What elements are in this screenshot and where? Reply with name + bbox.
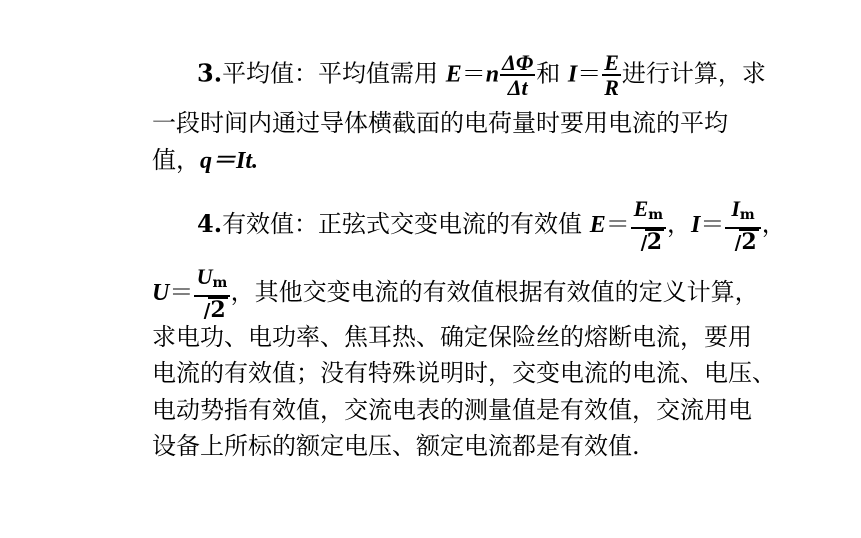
equals-sign-2: ＝ [577,59,602,88]
sqrt-symbol [633,229,664,254]
comma: ， [667,210,692,238]
fraction-denominator-sqrt2-c [194,297,229,322]
fraction-Um-sqrt2 [194,265,229,322]
p3-text-b: 进行计算，求 [621,59,766,88]
sqrt-2: 2 [646,229,663,255]
fraction-numerator-E: E [604,50,619,75]
equals-sign-5: ＝ [169,278,194,306]
sqrt-2-b: 2 [741,229,757,255]
fraction-denominator-R: R [604,75,619,100]
sqrt-symbol-3 [196,297,227,322]
subscript-m-3: m [212,275,228,291]
formula-q-It: q＝It. [200,148,259,174]
p4-line-2 [152,264,759,323]
formula-I: I [567,61,578,88]
p4-number: 4. [197,209,223,238]
Um-symbol: U [196,264,213,289]
p4-text-b: ，其他交变电流的有效值根据有效值的定义计算， [230,278,759,306]
subscript-m: m [648,207,664,223]
fraction-Em-sqrt2 [631,197,666,254]
equals-sign: ＝ [461,59,486,88]
p3-text-value: 值， [152,146,200,174]
p3-number: 3. [197,58,223,88]
and-text: 和 [536,59,561,88]
p4-text-a: 有效值：正弦式交变电流的有效值 [222,210,583,238]
p3-line-3 [152,143,258,177]
Im-symbol: I [731,196,740,221]
sqrt-2-c: 2 [210,297,226,323]
Em-symbol: E [633,196,649,221]
subscript-m-2: m [739,207,755,223]
formula-U-eff: U [152,280,170,306]
formula-E: E [445,61,462,88]
fraction-Im-sqrt2 [725,197,760,254]
formula-E-eff: E [589,212,606,238]
fraction-numerator-Um [194,265,229,297]
p3-text-a: 平均值：平均值需用 [222,59,439,88]
p4-line-6: 设备上所标的额定电压、额定电流都是有效值. [152,432,640,460]
fraction-numerator-Em [631,197,666,229]
p4-line-1 [197,196,786,255]
fraction-denominator: Δt [507,75,528,100]
formula-I-eff: I [691,212,701,238]
fraction-numerator-Im [725,197,760,229]
p4-line-4: 电流的有效值；没有特殊说明时，交变电流的电流、电压、 [152,359,776,387]
formula-n: n [485,61,500,88]
p3-line-2: 一段时间内通过导体横截面的电荷量时要用电流的平均 [152,109,728,137]
fraction-numerator: ΔΦ [502,50,534,75]
comma-2: ， [761,210,786,238]
equals-sign-4: ＝ [700,210,725,238]
p4-line-3: 求电功、电功率、焦耳热、确定保险丝的熔断电流，要用 [152,323,752,351]
fraction-denominator-sqrt2-b [725,229,760,254]
equals-sign-3: ＝ [605,210,630,238]
fraction-E-R [602,51,621,99]
p4-line-5: 电动势指有效值，交流电表的测量值是有效值，交流用电 [152,396,752,424]
fraction-denominator-sqrt2 [631,229,666,254]
sqrt-symbol-2 [727,229,758,254]
fraction-dphi-dt [500,51,535,99]
